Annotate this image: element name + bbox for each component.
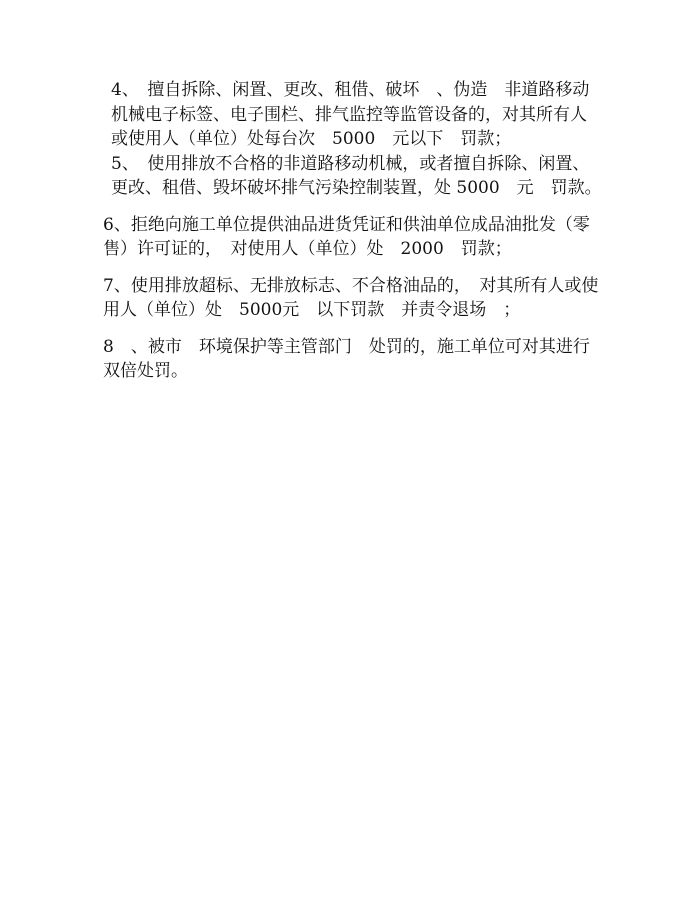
paragraph-item-4: 4、 擅自拆除、闲置、更改、租借、破坏 、伪造 非道路移动机械电子标签、电子围栏、排气监控等监管设备的，对其所有人或使用人（单位）处每台次 5000 元以下 罚款；: [111, 80, 590, 149]
paragraph-item-6: 6、拒绝向施工单位提供油品进货凭证和供油单位成品油批发（零售）许可证的， 对使用人（单位）处 2000 罚款；: [103, 214, 590, 259]
document-body: [103, 78, 603, 384]
paragraph-item-5: 5、 使用排放不合格的非道路移动机械，或者擅自拆除、闲置、更改、租借、毁坏破坏排气污染控制装置，处 5000 元 罚款。: [111, 153, 602, 198]
paragraph-item-8: 8 、被市 环境保护等主管部门 处罚的，施工单位可对其进行双倍处罚。: [103, 336, 590, 381]
paragraph-item-7: 7、使用排放超标、无排放标志、不合格油品的， 对其所有人或使用人（单位）处 5000元 以下罚款 并责令退场 ；: [103, 275, 599, 320]
